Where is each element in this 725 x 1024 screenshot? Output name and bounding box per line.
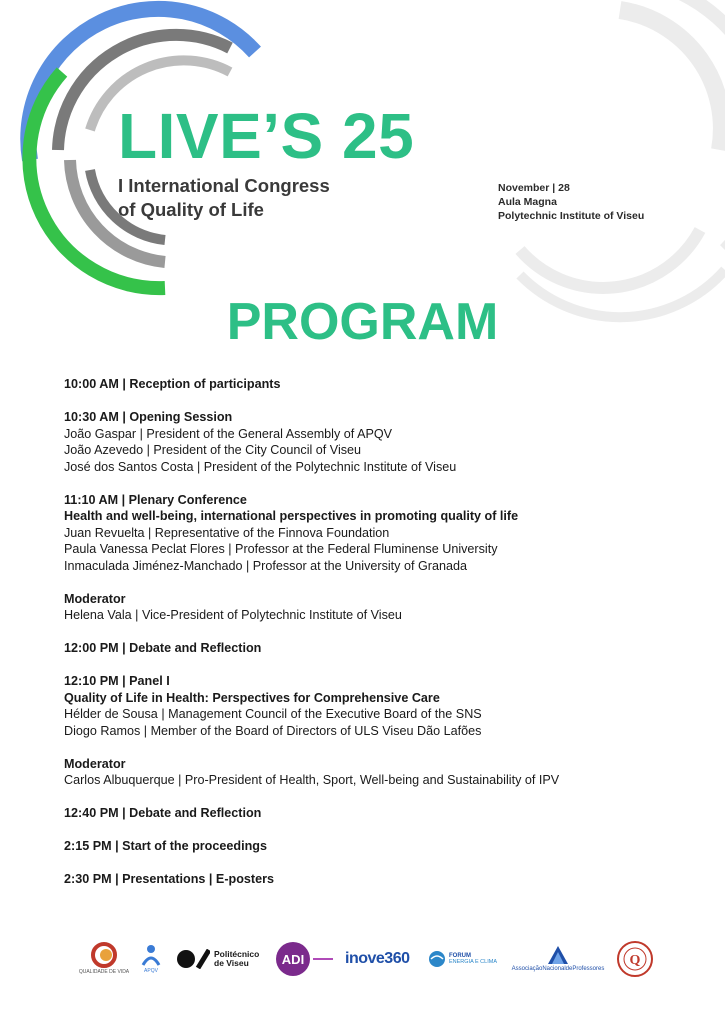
apqv-caption: QUALIDADE DE VIDA [78,969,130,975]
forum-subtitle: ENERGIA E CLIMA [449,959,497,965]
globe-icon [428,950,446,968]
schedule-block [64,805,684,822]
schedule-topic: Quality of Life in Health: Perspectives for Comprehensive Care [64,690,440,705]
congress-title-block [118,100,415,222]
adi-underline [313,958,333,960]
subtitle-line-1: I International Congress [118,175,330,196]
schedule-heading: Moderator [64,756,126,771]
schedule-heading: 2:30 PM | Presentations | E-posters [64,872,275,886]
seal-logo [616,935,656,983]
schedule-block [64,640,684,657]
schedule-topic: Health and well-being, international perspectives in promoting quality of life [64,509,519,523]
event-date: November | 28 [498,182,570,194]
schedule-heading: 12:40 PM | Debate and Reflection [64,806,262,820]
congress-subtitle [118,174,414,222]
schedule-block [64,838,684,855]
anp-caption: AssociaçãoNacionaldeProfessores [511,966,605,972]
event-institution: Polytechnic Institute of Viseu [498,210,645,222]
schedule-heading: 12:10 PM | Panel I [64,674,170,688]
politecnico-mark-icon [176,949,210,969]
schedule-speaker: Juan Revuelta | Representative of the Finnova Foundation [64,525,390,540]
forum-title: FORUM [449,953,471,959]
schedule-speaker: João Gaspar | President of the General Assembly of APQV [64,426,393,441]
apqv2-logo [136,935,166,983]
anp-logo [508,935,608,983]
event-venue: Aula Magna [498,196,557,208]
congress-title: LIVE’S 25 [118,100,415,172]
schedule-heading: 12:00 PM | Debate and Reflection [64,641,262,655]
schedule-speaker: Inmaculada Jiménez-Manchado | Professor at the University of Granada [64,558,467,573]
subtitle-line-2: of Quality of Life [118,199,264,220]
politecnico-name: Politécnico de Viseu [214,949,260,968]
svg-text:Q: Q [629,953,641,968]
apqv-logo [78,935,130,983]
apqv2-caption: APQV [144,968,158,974]
schedule-speaker: João Azevedo | President of the City Council of Viseu [64,443,362,457]
apqv-emblem-icon [91,942,117,968]
seal-emblem-icon [616,940,654,978]
person-emblem-icon [140,943,162,967]
event-info [498,181,644,223]
svg-text:ADI: ADI [281,952,305,967]
schedule-block [64,376,684,393]
schedule-block [64,673,684,739]
program-heading: PROGRAM [226,293,499,351]
schedule-speaker: Diogo Ramos | Member of the Board of Directors of ULS Viseu Dão Lafões [64,723,482,738]
schedule-block [64,756,684,789]
schedule-speaker: Hélder de Sousa | Management Council of the Executive Board of the SNS [64,707,482,721]
adi-emblem-icon [275,941,311,977]
schedule-speaker: Carlos Albuquerque | Pro-President of Health, Sport, Well-being and Sustainability of IPV [64,773,560,787]
schedule-heading: Moderator [64,591,126,606]
schedule-heading: 10:30 AM | Opening Session [64,410,233,424]
program-schedule [64,376,684,904]
triangle-emblem-icon [547,945,569,965]
politecnico-logo [176,935,266,983]
schedule-block [64,492,684,575]
schedule-heading: 2:15 PM | Start of the proceedings [64,839,267,853]
schedule-block [64,871,684,888]
schedule-heading: 11:10 AM | Plenary Conference [64,492,247,507]
inove360-name: inove360 [345,950,410,967]
inove360-logo [345,935,417,983]
schedule-speaker: Paula Vanessa Peclat Flores | Professor at the Federal Fluminense University [64,542,498,556]
schedule-speaker: José dos Santos Costa | President of the Polytechnic Institute of Viseu [64,459,457,474]
schedule-speaker: Helena Vala | Vice-President of Polytechnic Institute of Viseu [64,608,402,622]
adi-logo [275,935,335,983]
forum-energia-logo [428,935,503,983]
schedule-heading: 10:00 AM | Reception of participants [64,377,281,391]
schedule-block [64,409,684,475]
schedule-block [64,591,684,624]
partner-logos [0,935,725,985]
